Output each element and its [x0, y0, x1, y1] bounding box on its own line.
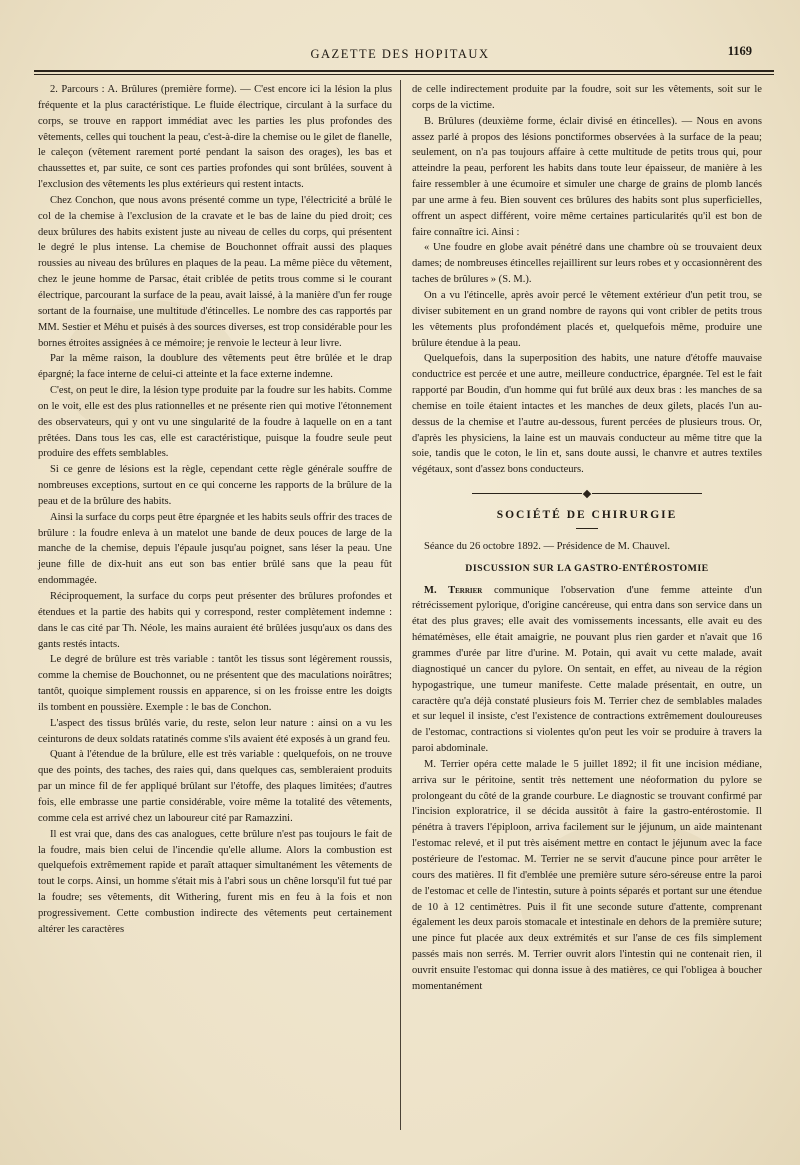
- paragraph-text: communique l'observation d'une femme atteinte d'un rétrécissement pylorique, d'origine cancéreuse, qui entra dans son service dans un état des plus graves; elle avait des vomissements incessants, elle avait eu des hématémèses, elle était amaigrie, ne pouvant plus rien garder et n'avait que 16 grammes d'urée par litre d'urine. M. Potain, qui avait vu cette malade, avait diagnostiqué un cancer du pylore. On sentait, en effet, au niveau de la région hypogastrique, une tumeur manifeste. Cette malade présentait, en outre, un caractère qu'a déjà constaté plusieurs fois M. Terrier chez de semblables malades et sur lequel il insiste, c'est l'existence de contractions extrêmement douloureuses de l'estomac, contractions si violentes qu'on peut les voir se produire à travers la paroi abdominale.: [412, 584, 763, 755]
- paragraph: Le degré de brûlure est très variable : tantôt les tissus sont légèrement roussis, comme la chemise de Bouchonnet, ou ne présentent que des maculations noirâtres; tantôt, quoique simplement roussis en apparence, si on les froisse entre les doigts ils tombent en poussière. Exemple : le bas de Conchon.: [38, 654, 392, 713]
- left-column: [38, 82, 392, 938]
- paragraph: M. Terrier opéra cette malade le 5 juillet 1892; il fit une incision médiane, arriva sur le péritoine, sentit très nettement une néoformation du pylore se prolongeant du côté de la grande courbure. Le diagnostic se trouvant confirmé par l'incision exploratrice, il se décida aussitôt à faire la gastro-entérostomie. Il pénétra à travers l'épiploon, arriva facilement sur le jéjunum, un aide maintenant l'estomac relevé, et il put très aisément mettre en contact le jéjunum avec la face postérieure de l'estomac. M. Terrier ne se servit d'aucune pince pour arrêter le cours des matières. Il fit d'emblée une première suture séro-séreuse entre la paroi de l'estomac et celle de l'intestin, suture à points séparés et portant sur une étendue de 10 à 12 centimètres. Puis il fit une seconde suture d'attente, comprenant également les deux parois stomacale et intestinale en dehors de la première suture; une pince fut placée aux deux extrémités et sur l'anse de ces fils simplement passés mais non serrés. M. Terrier ouvrit alors l'intestin qui ne contenait rien, il ouvrit ensuite l'estomac qui donna issue à des matières, ce qui l'obligea à boucher momentanément: [412, 758, 762, 992]
- paragraph: L'aspect des tissus brûlés varie, du reste, selon leur nature : ainsi on a vu les ceinturons de deux soldats ratatinés comme s'ils avaient été exposés à un grand feu.: [38, 717, 392, 745]
- session-line: Séance du 26 octobre 1892. — Présidence de M. Chauvel.: [424, 540, 671, 552]
- paragraph: Ainsi la surface du corps peut être épargnée et les habits seuls offrir des traces de brûlure : la foudre enleva à un matelot une bande de deux pouces de large de la manche de la chemise, depuis l'épaule jusqu'au poignet, sans léser la peau. Une jeune fille de dix-huit ans eut son bas entier brûlé sans que la peau fût endommagée.: [38, 511, 392, 587]
- paragraph: C'est, on peut le dire, la lésion type produite par la foudre sur les habits. Comme on le voit, elle est des plus rationnelles et ne présente rien qui motive l'étonnement des observateurs, qui y ont vu une singularité de la foudre à laquelle on en a tant prêtées. Dans tous les cas, elle est caractéristique, puisque la foudre seule peut produire des effets semblables.: [38, 385, 392, 460]
- paragraph: Chez Conchon, que nous avons présenté comme un type, l'électricité a brûlé le col de la chemise à l'exclusion de la cravate et le bas de laine du pied droit; ces deux brûlures des habits existent juste au niveau de celles du corps, qui présentent le degré le plus intense. La chemise de Bouchonnet offrait aussi des plaques roussies au niveau des brûlures en plaques de la peau. La même pièce du vêtement, chez le jeune homme de Parsac, était criblée de petits trous comme si le courant électrique, parcourant la surface de la peau, avait laissé, à la manière d'un fer rouge sortant de la fournaise, une multitude d'étincelles. Le nombre des cas rapportés par MM. Sestier et Méhu et puisés à des sources diverses, est trop considérable pour les bornes étroites assignées à ce mémoire; je renvoie le lecteur à leur livre.: [38, 194, 392, 349]
- paragraph: de celle indirectement produite par la foudre, soit sur les vêtements, soit sur le corps de la victime.: [412, 84, 762, 111]
- section-title: SOCIÉTÉ DE CHIRURGIE: [496, 509, 678, 522]
- section-ornament: [412, 486, 762, 494]
- speaker-name: M. Terrier: [424, 584, 483, 596]
- paragraph: On a vu l'étincelle, après avoir percé le vêtement extérieur d'un petit trou, se diviser subitement en un grand nombre de rayons qui vont cribler de petits trous les vêtements plus profondément placés et, quelquefois même, produire une brûlure étendue à la peau.: [412, 289, 762, 349]
- paragraph: 2. Parcours : A. Brûlures (première forme). — C'est encore ici la lésion la plus fréquente et la plus caractéristique. Le fluide électrique, circulant à la surface du corps, se trouve en rapport immédiat avec les parties les plus profondes des vêtements, celles qui touchent la peau, c'est-à-dire la chemise ou le gilet de flanelle, le caleçon (vêtement rarement porté pendant la saison des orages), les bas et chaussettes et, par suite, ce sont ces parties profondes qui sont brûlées, souvent à l'exclusion des vêtements les plus extérieurs qui restent intacts.: [38, 84, 392, 191]
- paragraph: Il est vrai que, dans des cas analogues, cette brûlure n'est pas toujours le fait de la foudre, mais bien celui de l'incendie qu'elle allume. Alors la combustion est quelquefois extrêmement rapide et paraît attaquer simultanément les vêtements de tout le corps. Ainsi, un homme s'était mis à l'abri sous un chêne lorsqu'il fut tué par la foudre; ses vêtements, dit Withering, furent mis en feu à la fois et non progressivement. Cette combustion indirecte des vêtements peut certainement altérer les caractères: [38, 828, 392, 935]
- paragraph: Si ce genre de lésions est la règle, cependant cette règle générale souffre de nombreuses exceptions, surtout en ce qui concerne les rapports de la brûlure de la peau et de la brûlure des habits.: [38, 464, 392, 507]
- right-column: [412, 82, 762, 995]
- header-rule-thin: [34, 74, 774, 75]
- page-number: 1169: [727, 44, 752, 58]
- short-rule: [576, 528, 598, 529]
- discussion-heading: DISCUSSION SUR LA GASTRO-ENTÉROSTOMIE: [465, 562, 709, 574]
- running-title: GAZETTE DES HOPITAUX: [310, 47, 490, 61]
- header-rule: [34, 70, 774, 72]
- paragraph: [412, 583, 762, 757]
- paragraph: Réciproquement, la surface du corps peut présenter des brûlures profondes et étendues et la partie des habits qui y correspond, rester complètement indemne : dans le cas cité par Th. Néole, les mains auraient été brûlées jusqu'aux os dans des gants restés intacts.: [38, 591, 392, 650]
- paragraph: B. Brûlures (deuxième forme, éclair divisé en étincelles). — Nous en avons assez parlé à propos des lésions ponctiformes observées à la surface de la peau; seulement, on n'a pas toujours affaire à cette multitude de petits trous qui, pour atteindre la peau, perforent les habits dans toute leur épaisseur, de manière à les faire ressembler à une écumoire et simuler une charge de grains de plomb lancés par une arme à feu. Bien souvent ces brûlures des habits sont plus superficielles, offrent un aspect différent, voire même certaines particularités qu'il est bon de faire connaître ici. Ainsi :: [412, 115, 762, 238]
- column-divider: [400, 80, 401, 1130]
- paragraph: Quelquefois, dans la superposition des habits, une nature d'étoffe mauvaise conductrice est percée et une autre, meilleure conductrice, épargnée. Tel est le fait rapporté par Boudin, d'un homme qui fut brûlé aux deux bras : les manches de sa chemise en toile étaient intactes et les manches de deux gilets, placés l'un au-dessus de la chemise et l'autre au-dessous, furent percées de plusieurs trous. Or, d'après les physiciens, la laine est un mauvais conducteur au même titre que la soie, tandis que le coton, le lin et, sans doute aussi, le chanvre et autres textiles végétaux, sont d'assez bons conducteurs.: [412, 353, 762, 476]
- paragraph: Par la même raison, la doublure des vêtements peut être brûlée et le drap épargné; la face interne de celui-ci atteinte et la face externe indemne.: [38, 353, 392, 381]
- paragraph: « Une foudre en globe avait pénétré dans une chambre où se trouvaient deux dames; de nombreuses étincelles rejaillirent sur leurs robes et y occasionnèrent des taches de brûlures » (S. M.).: [412, 242, 762, 286]
- paragraph: Quant à l'étendue de la brûlure, elle est très variable : quelquefois, on ne trouve que des points, des taches, des raies qui, dans quelques cas, sembleraient produits par un mince fil de fer appliqué brûlant sur l'étoffe, des plaques limitées; d'autres fois, elle embrasse une partie considérable, voire même la totalité des vêtements, comme cela est arrivé chez un laboureur cité par Ramazzini.: [38, 749, 392, 824]
